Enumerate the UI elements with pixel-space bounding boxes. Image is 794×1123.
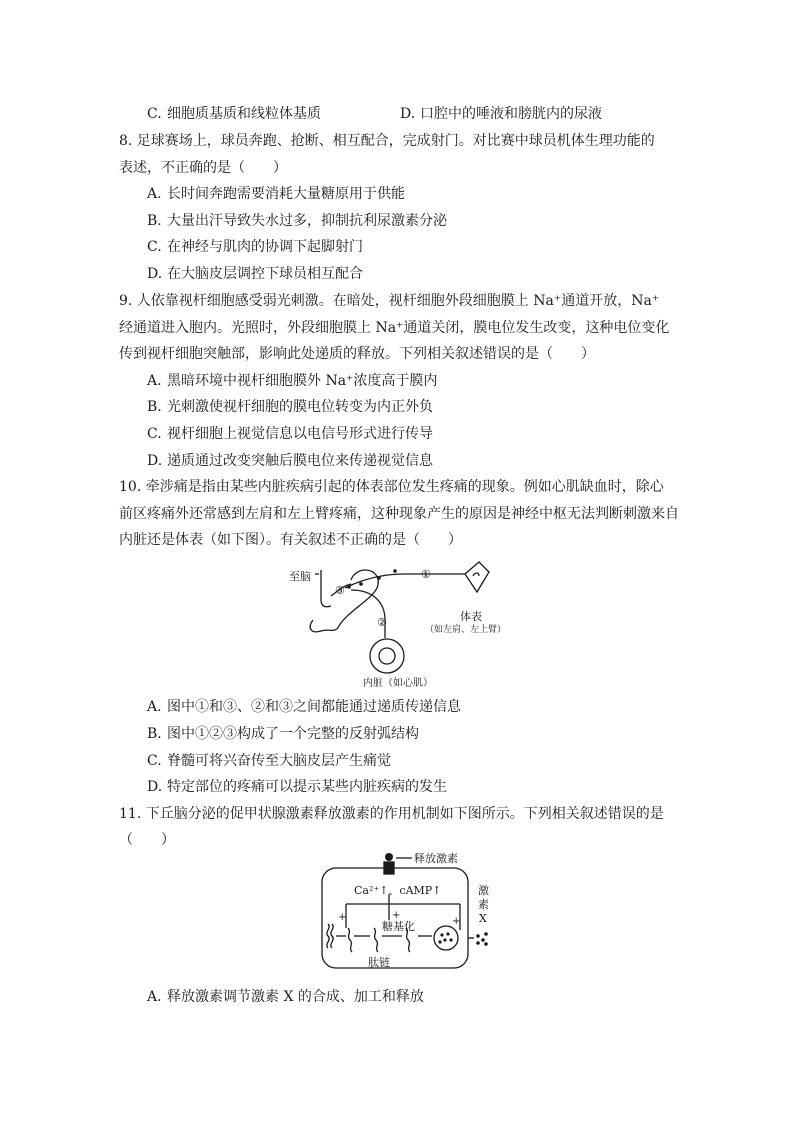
- q7-option-c-text: 细胞质基质和线粒体基质: [167, 106, 321, 122]
- q8-stem-line-1: 8. 足球赛场上，球员奔跑、抢断、相互配合，完成射门。对比赛中球员机体生理功能的: [119, 133, 655, 149]
- label-body-surface: 体表: [460, 610, 482, 623]
- q7-option-d-text: 口腔中的唾液和膀胱内的尿液: [420, 106, 602, 122]
- q9-stem-line-3: 传到视杆细胞突触部，影响此处递质的释放。下列相关叙述错误的是（ ）: [119, 346, 595, 362]
- label-neuron-3: ③: [335, 584, 345, 597]
- q9-option-c: C. 视杆细胞上视觉信息以电信号形式进行传导: [147, 426, 433, 442]
- q10-stem-line-3: 内脏还是体表（如下图）。有关叙述不正确的是（ ）: [119, 532, 462, 548]
- q7-option-d: D. 口腔中的唾液和膀胱内的尿液: [400, 106, 602, 122]
- label-release-hormone: 释放激素: [414, 852, 458, 865]
- neuron-2: [351, 590, 385, 638]
- q9-option-d: D. 递质通过改变突触后膜电位来传递视觉信息: [147, 453, 433, 469]
- q8-option-b: B. 大量出汗导致失水过多，抑制抗利尿激素分泌: [147, 213, 447, 229]
- q10-option-b: B. 图中①②③构成了一个完整的反射弧结构: [147, 726, 419, 742]
- label-hormone-x-3: X: [479, 912, 487, 925]
- label-hormone-x-2: 素: [478, 898, 489, 911]
- label-hormone-x-1: 激: [478, 884, 489, 897]
- q10-referred-pain-diagram: [285, 560, 530, 695]
- label-glycosylation: 糖基化: [382, 920, 415, 933]
- label-neuron-1: ①: [421, 568, 431, 581]
- q11-option-a: A. 释放激素调节激素 X 的合成、加工和释放: [147, 989, 424, 1005]
- q9-option-b: B. 光刺激使视杆细胞的膜电位转变为内正外负: [147, 399, 433, 415]
- label-plus-left: +: [338, 912, 347, 923]
- viscera-inner-circle: [379, 648, 395, 664]
- synapse-dot: [359, 582, 363, 586]
- q9-stem-line-1: 9. 人依靠视杆细胞感受弱光刺激。在暗处，视杆细胞外段细胞膜上 Na⁺通道开放，Na⁺: [119, 293, 660, 309]
- label-plus-right: +: [452, 916, 461, 927]
- receptor-ligand: [385, 853, 393, 861]
- q8-option-a: A. 长时间奔跑需要消耗大量糖原用于供能: [147, 186, 405, 202]
- q8-option-c: C. 在神经与肌肉的协调下起脚射门: [147, 239, 363, 255]
- q8-stem-line-2: 表述，不正确的是（ ）: [119, 160, 287, 176]
- synapse-dot: [347, 585, 351, 589]
- q10-option-d: D. 特定部位的疼痛可以提示某些内脏疾病的发生: [147, 779, 447, 795]
- q10-stem-line-1: 10. 牵涉痛是指由某些内脏疾病引起的体表部位发生疼痛的现象。例如心肌缺血时，除心: [119, 479, 664, 495]
- label-body-surface-note: （如左肩、左上臂）: [425, 625, 507, 635]
- q10-option-a: A. 图中①和③、②和③之间都能通过递质传递信息: [147, 699, 461, 715]
- neuron-1: [345, 574, 465, 588]
- body-surface-receptor: [465, 562, 489, 592]
- dna-strand: [327, 924, 329, 948]
- viscera-outer-circle: [370, 639, 404, 673]
- synapse-dot: [393, 569, 397, 573]
- secretory-vesicle: [434, 926, 458, 950]
- q8-option-d: D. 在大脑皮层调控下球员相互配合: [147, 266, 363, 282]
- label-plus-mid: +: [392, 910, 401, 921]
- receptor: [384, 862, 394, 874]
- label-second-messenger: Ca²⁺↑、cAMP↑: [354, 884, 442, 897]
- q9-stem-line-2: 经通道进入胞内。光照时，外段细胞膜上 Na⁺通道关闭，膜电位发生改变，这种电位变化: [119, 320, 670, 336]
- q11-stem-line-1: 11. 下丘脑分泌的促甲状腺激素释放激素的作用机制如下图所示。下列相关叙述错误的是: [119, 806, 664, 822]
- label-to-brain: 至脑: [289, 570, 311, 583]
- q7-option-c: C. 细胞质基质和线粒体基质: [147, 106, 321, 122]
- synapse-dot: [377, 576, 381, 580]
- q10-stem-line-2: 前区疼痛外还常感到左肩和左上臂疼痛，这种现象产生的原因是神经中枢无法判断刺激来自: [119, 506, 679, 522]
- label-neuron-2: ②: [377, 616, 387, 629]
- label-peptide-chain: 肽链: [368, 956, 390, 969]
- q9-option-a: A. 黑暗环境中视杆细胞膜外 Na⁺浓度高于膜内: [147, 373, 438, 389]
- q10-option-c: C. 脊髓可将兴奋传至大脑皮层产生痛觉: [147, 753, 391, 769]
- label-viscera: 内脏（如心肌）: [363, 678, 433, 689]
- q11-stem-line-2: （ ）: [119, 832, 175, 848]
- hormone-x-particles: [476, 934, 480, 938]
- q11-hormone-mechanism-diagram: [318, 848, 498, 973]
